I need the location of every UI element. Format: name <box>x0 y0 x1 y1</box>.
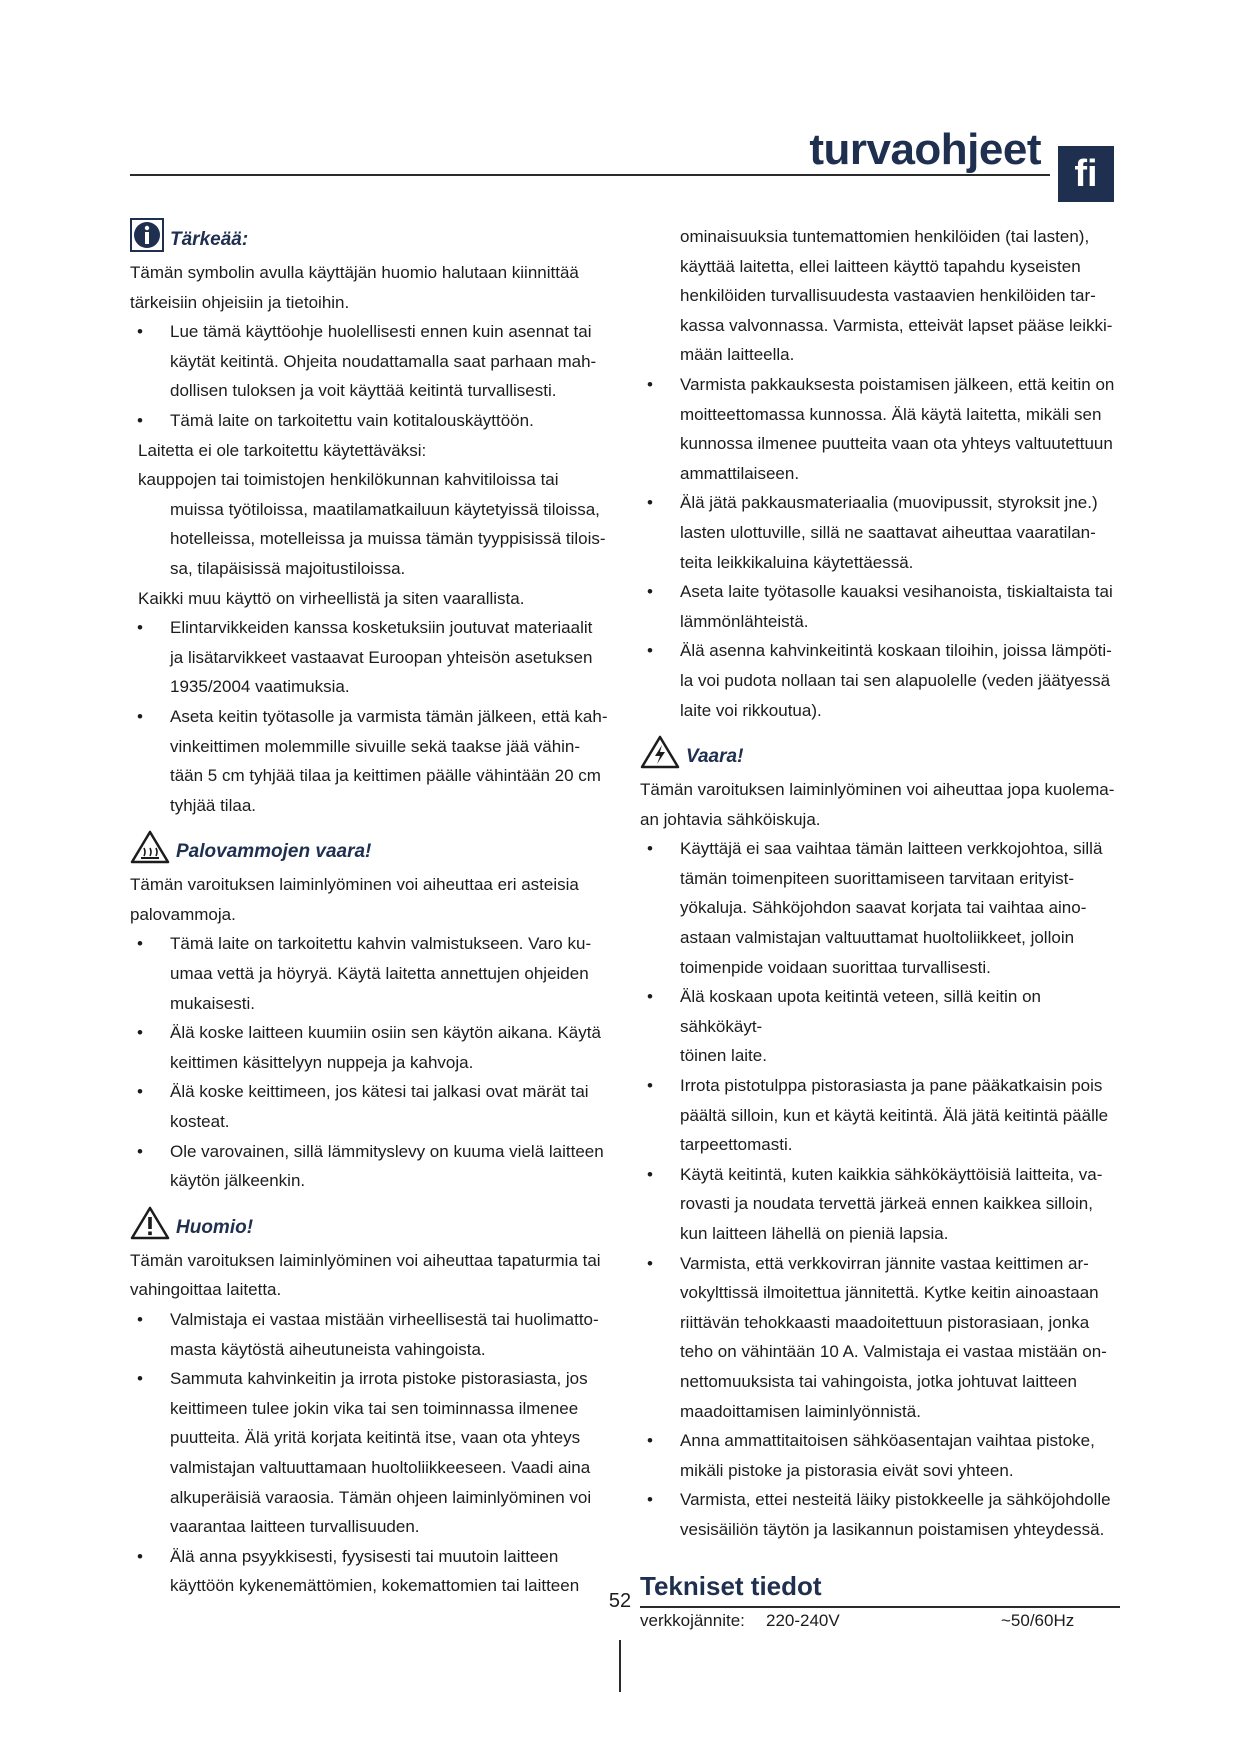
list-item-text: kosteat. <box>170 1112 230 1132</box>
list-item-text: kunnossa ilmenee puutteita vaan ota yhteys valtuutettuun <box>680 434 1113 454</box>
continued-line: kassa valvonnassa. Varmista, etteivät lapset pääse leikki- <box>680 315 1113 335</box>
list-item <box>640 577 1120 636</box>
list-item-text: päältä silloin, kun et käytä keitintä. Älä jätä keitintä päälle <box>680 1105 1109 1125</box>
continued-line: käyttää laitetta, ellei laitteen käyttö tapahdu kyseisten <box>680 256 1081 276</box>
list-item-text: umaa vettä ja höyryä. Käytä laitetta annettujen ohjeiden <box>170 964 589 984</box>
notfor-line: hotelleissa, motelleissa ja muissa tämän tyyppisissä tilois- <box>170 529 606 549</box>
caution-intro-line: vahingoittaa laitetta. <box>130 1280 282 1300</box>
list-item-text: mikäli pistoke ja pistorasia eivät sovi yhteen. <box>680 1460 1014 1480</box>
list-item-text: • Käyttäjä ei saa vaihtaa tämän laitteen verkkojohtoa, sillä <box>680 839 1103 859</box>
list-item-text: • Älä asenna kahvinkeitintä koskaan tiloihin, joissa lämpöti- <box>680 641 1112 661</box>
list-item-text: • Aseta laite työtasolle kauaksi vesihanoista, tiskialtaista tai <box>680 582 1113 602</box>
notfor-block <box>130 495 610 584</box>
list-item <box>640 834 1120 982</box>
list-item-text: • Älä koskaan upota keitintä veteen, sillä keitin on sähkökäyt- <box>680 987 1042 1036</box>
danger-heading <box>640 739 1120 775</box>
header-rule <box>130 174 1050 176</box>
frequency-value: ~50/60Hz <box>1001 1610 1075 1630</box>
list-item-text: la voi pudota nollaan tai sen alapuolelle (veden jäätyessä <box>680 670 1111 690</box>
list-item-text: • Käytä keitintä, kuten kaikkia sähkökäyttöisiä laitteita, va- <box>680 1164 1103 1184</box>
continued-line: ominaisuuksia tuntemattomien henkilöiden (tai lasten), <box>680 227 1090 246</box>
list-item-text: • Varmista, että verkkovirran jännite vastaa keittimen ar- <box>680 1253 1089 1273</box>
tech-specs-title: Tekniset tiedot <box>640 1570 822 1601</box>
burn-intro-line: palovammoja. <box>130 904 236 924</box>
list-item-text: mukaisesti. <box>170 993 256 1013</box>
caution-title: Huomio! <box>176 1217 254 1239</box>
list-item-text: dollisen tuloksen ja voit käyttää keitintä turvallisesti. <box>170 381 557 401</box>
list-item <box>130 1077 610 1136</box>
list-item-text: käytät keitintä. Ohjeita noudattamalla saat parhaan mah- <box>170 351 597 371</box>
list-item-text: kun laitteen lähellä on pieniä lapsia. <box>680 1224 949 1243</box>
language-badge: fi <box>1058 146 1114 202</box>
list-item-text: moitteettomassa kunnossa. Älä käytä laitetta, mikäli sen <box>680 404 1102 424</box>
list-item-text: • Anna ammattitaitoisen sähköasentajan vaihtaa pistoke, <box>680 1431 1095 1451</box>
list-item-text: masta käytöstä aiheutuneista vahingoista. <box>170 1339 486 1359</box>
list-item-text: • Varmista, ettei nesteitä läiky pistokkeelle ja sähköjohdolle <box>680 1490 1111 1510</box>
list-item <box>130 929 610 1018</box>
list-item-text: rovasti ja noudata tervettä järkeä ennen kaikkea silloin, <box>680 1194 1093 1214</box>
list-item-text: • Valmistaja ei vastaa mistään virheellisestä tai huolimatto- <box>170 1310 599 1329</box>
list-item <box>130 1305 610 1364</box>
list-item <box>130 1137 610 1196</box>
list-item-text: • Älä anna psyykkisesti, fyysisesti tai muutoin laitteen <box>170 1546 559 1566</box>
list-item <box>130 613 610 702</box>
list-item-text: teita leikkikaluina käytettäessä. <box>680 552 914 572</box>
list-item-text: teho on vähintään 10 A. Valmistaja ei vastaa mistään on- <box>680 1342 1107 1362</box>
tech-specs-row <box>640 1608 1120 1634</box>
list-item-text: • Älä koske laitteen kuumiin osiin sen käytön aikana. Käytä <box>170 1023 601 1043</box>
continued-line: mään laitteella. <box>680 345 795 365</box>
burn-title: Palovammojen vaara! <box>176 841 372 863</box>
list-item <box>130 1018 610 1077</box>
list-item-text: • Älä jätä pakkausmateriaalia (muovipussit, styroksit jne.) <box>680 493 1098 513</box>
caution-heading <box>130 1210 610 1246</box>
danger-intro-line: an johtavia sähköiskuja. <box>640 809 821 829</box>
list-item-text: vinkeittimen molemmille sivuille sekä taakse jää vähin- <box>170 736 581 756</box>
list-item-text: vesisäiliön täytön ja lasikannun poistamisen yhteydessä. <box>680 1519 1105 1539</box>
list-item-text: maadoittamisen laiminlyönnistä. <box>680 1401 921 1421</box>
list-item-text: • Ole varovainen, sillä lämmityslevy on kuuma vielä laitteen <box>170 1141 604 1161</box>
list-item <box>640 1071 1120 1160</box>
continued-text <box>640 222 1120 370</box>
list-item-text: valmistajan valtuuttamaan huoltoliikkeeseen. Vaadi aina <box>170 1457 591 1477</box>
list-item <box>640 982 1120 1071</box>
burn-heading <box>130 834 610 870</box>
danger-title: Vaara! <box>686 746 744 768</box>
list-item <box>130 317 610 406</box>
important-intro-line: tärkeisiin ohjeisiin ja tietoihin. <box>130 292 350 312</box>
page-number-tick <box>619 1640 621 1692</box>
notfor-line: sa, tilapäisissä majoitustiloissa. <box>170 558 406 578</box>
list-item-text: 1935/2004 vaatimuksia. <box>170 677 350 697</box>
list-item-text: laite voi rikkoutua). <box>680 700 822 720</box>
page-title: turvaohjeet <box>809 125 1041 174</box>
list-item-text: lasten ulottuville, sillä ne saattavat aiheuttaa vaaratilan- <box>680 522 1096 542</box>
list-item-text: tarpeettomasti. <box>680 1135 793 1155</box>
list-item-text: vokylttissä ilmoitettua jännitettä. Kytke keitin ainoastaan <box>680 1283 1099 1303</box>
list-item <box>130 1364 610 1542</box>
list-item-text: • Älä koske keittimeen, jos kätesi tai jalkasi ovat märät tai <box>170 1082 589 1102</box>
important-intro-line: Tämän symbolin avulla käyttäjän huomio halutaan kiinnittää <box>130 263 579 282</box>
list-item-text: käyttöön kykenemättömien, kokemattomien tai laitteen <box>170 1576 580 1596</box>
list-item-text: tämän toimenpiteen suorittamiseen tarvitaan erityist- <box>680 868 1075 888</box>
caution-intro-line: Tämän varoituksen laiminlyöminen voi aiheuttaa tapaturmia tai <box>130 1250 601 1270</box>
list-item-text: käytön jälkeenkin. <box>170 1171 306 1191</box>
info-icon <box>130 218 164 262</box>
list-item-text: yökaluja. Sähköjohdon saavat korjata tai vaihtaa aino- <box>680 898 1087 918</box>
list-item <box>130 1542 610 1601</box>
list-item-text: • Tämä laite on tarkoitettu vain kotitalouskäyttöön. <box>170 410 534 430</box>
list-item-text: toimenpide voidaan suorittaa turvallisesti. <box>680 957 991 977</box>
notfor-line: Laitetta ei ole tarkoitettu käytettäväksi: <box>138 440 427 460</box>
list-item <box>640 1160 1120 1249</box>
list-item-text: lämmönlähteistä. <box>680 611 809 631</box>
list-item-text: • Lue tämä käyttöohje huolellisesti ennen kuin asennat tai <box>170 322 592 342</box>
list-item-text: • Varmista pakkauksesta poistamisen jälkeen, että keitin on <box>680 374 1115 394</box>
list-item <box>640 488 1120 577</box>
list-item-text: • Tämä laite on tarkoitettu kahvin valmistukseen. Varo ku- <box>170 934 592 954</box>
list-item-text: • Irrota pistotulppa pistorasiasta ja pane pääkatkaisin pois <box>680 1076 1103 1096</box>
list-item-text: tään 5 cm tyhjää tilaa ja keittimen päälle vähintään 20 cm <box>170 766 601 786</box>
list-item-text: alkuperäisiä varaosia. Tämän ohjeen laiminlyöminen voi <box>170 1487 592 1507</box>
danger-intro-line: Tämän varoituksen laiminlyöminen voi aiheuttaa jopa kuolema- <box>640 780 1115 800</box>
list-item <box>640 370 1120 488</box>
list-item <box>640 636 1120 725</box>
list-item-text: astaan valmistajan valtuuttamat huoltoliikkeet, jolloin <box>680 928 1075 948</box>
voltage-value: 220-240V <box>766 1610 840 1630</box>
list-item-text: puutteita. Älä yritä korjata keitintä itse, vaan ota yhteys <box>170 1428 581 1448</box>
left-column <box>130 222 610 1601</box>
list-item-text: ja lisätarvikkeet vastaavat Euroopan yhteisön asetuksen <box>170 647 593 667</box>
list-item <box>640 1426 1120 1485</box>
hot-surface-warning-icon <box>130 830 170 874</box>
list-item <box>640 1485 1120 1544</box>
list-item-text: • Aseta keitin työtasolle ja varmista tämän jälkeen, että kah- <box>170 706 608 726</box>
list-item-text: nettomuuksista tai vahingoista, jotka johtuvat laitteen <box>680 1371 1077 1391</box>
electric-shock-warning-icon <box>640 735 680 779</box>
right-column <box>640 222 1120 1634</box>
voltage-label: verkkojännite: <box>640 1610 745 1630</box>
notfor-line: kauppojen tai toimistojen henkilökunnan kahvitiloissa tai <box>138 470 559 490</box>
list-item-text: ammattilaiseen. <box>680 463 800 483</box>
burn-intro-line: Tämän varoituksen laiminlyöminen voi aiheuttaa eri asteisia <box>130 875 579 895</box>
list-item-text: • Sammuta kahvinkeitin ja irrota pistoke pistorasiasta, jos <box>170 1369 588 1389</box>
continued-line: henkilöiden turvallisuudesta vastaavien henkilöiden tar- <box>680 286 1096 306</box>
important-title: Tärkeää: <box>170 229 249 251</box>
notfor-line: Kaikki muu käyttö on virheellistä ja siten vaarallista. <box>138 588 525 608</box>
list-item-text: keittimeen tulee jokin vika tai sen toiminnassa ilmenee <box>170 1398 579 1418</box>
important-heading <box>130 222 610 258</box>
exclamation-warning-icon <box>130 1206 170 1250</box>
list-item-text: tyhjää tilaa. <box>170 795 256 815</box>
list-item-text: keittimen käsittelyyn nuppeja ja kahvoja. <box>170 1052 474 1072</box>
list-item-text: • Elintarvikkeiden kanssa kosketuksiin joutuvat materiaalit <box>170 618 593 638</box>
list-item-text: töinen laite. <box>680 1046 767 1066</box>
list-item <box>640 1249 1120 1427</box>
list-item-text: vaarantaa laitteen turvallisuuden. <box>170 1517 420 1537</box>
list-item <box>130 406 610 436</box>
list-item-text: riittävän tehokkaasti maadoitettuun pistorasiaan, jonka <box>680 1312 1090 1332</box>
list-item <box>130 702 610 820</box>
page-number: 52 <box>608 1590 632 1612</box>
notfor-line: muissa työtiloissa, maatilamatkailuun käytetyissä tiloissa, <box>170 499 600 519</box>
